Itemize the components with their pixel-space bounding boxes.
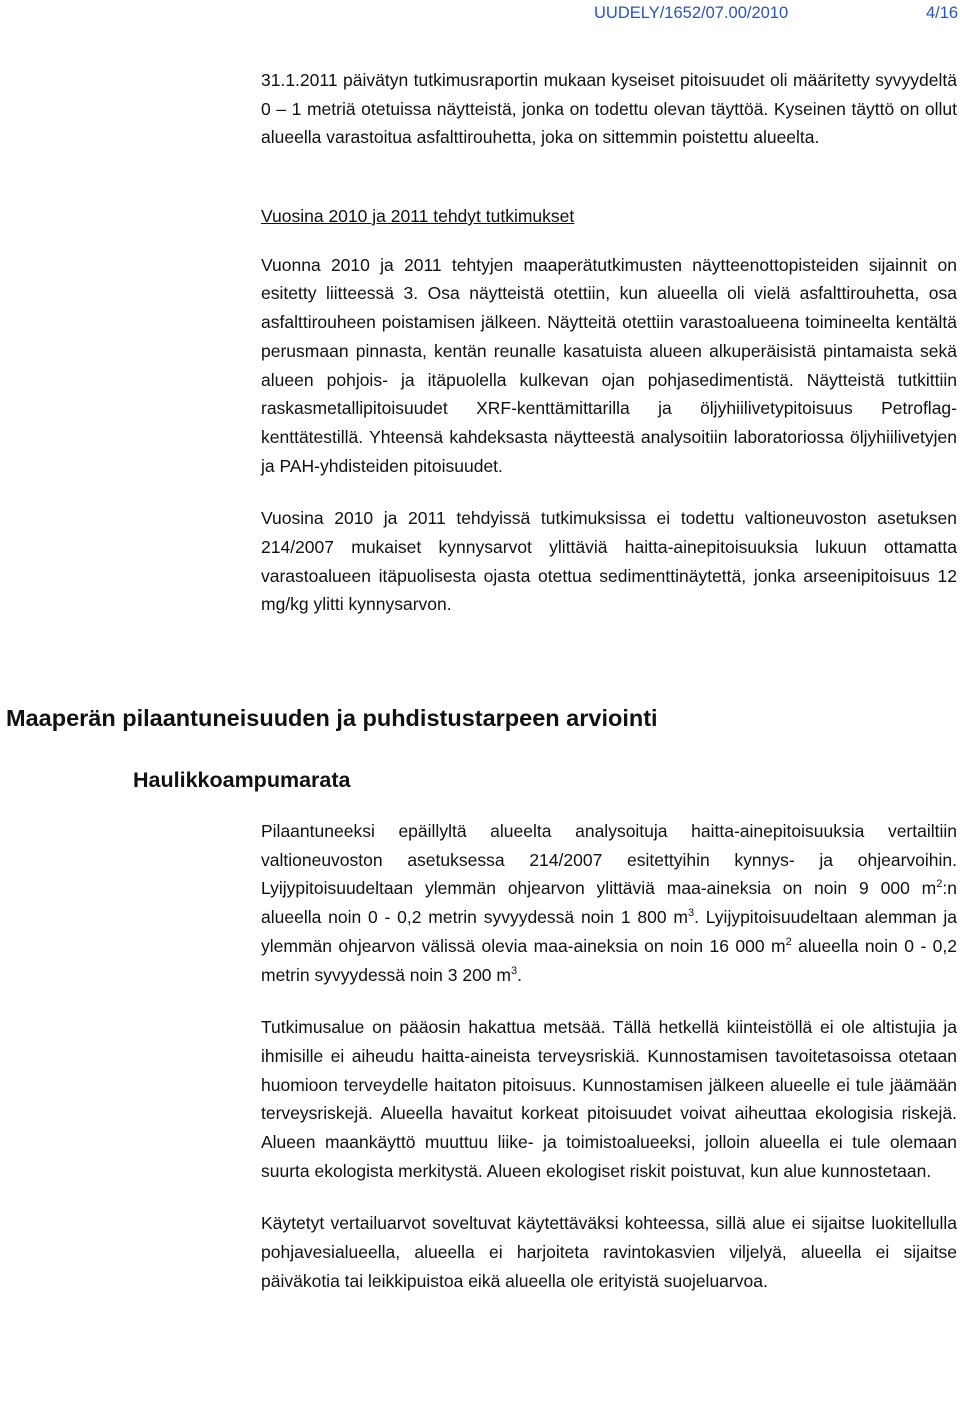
- section-paragraph-1: Vuonna 2010 ja 2011 tehtyjen maaperätutkimusten näytteenottopisteiden sijainnit on esitetty liitteessä 3. Osa näytteistä otettiin, kun alueella oli vielä asfalttirouhetta, osa asfalttirouheen poistamisen jälkeen. Näytteitä otettiin varastoalueena toimineelta kentältä perusmaan pinnasta, kentän reunalle kasatuista alueen alkuperäisistä pintamaista sekä alueen pohjois- ja itäpuolella kulkevan ojan pohjasedimentistä. Näytteistä tutkittiin raskasmetallipitoisuudet XRF-kenttämittarilla ja öljyhiilivetypitoisuus Petroflag-kenttätestillä. Yhteensä kahdeksasta näytteestä analysoitiin laboratoriossa öljyhiilivetyjen ja PAH-yhdisteiden pitoisuudet.: [261, 254, 957, 476]
- haulikko-p1-text-c: . Lyijypitoisuudeltaan alemman ja ylemmän ohjearvon välissä olevia maa-aineksia on noin 16 000 m: [261, 907, 957, 956]
- haulikko-p1-text-d: alueella noin 0 - 0,2 metrin syvyydessä noin 3 200 m: [261, 935, 957, 985]
- superscript: 3: [510, 964, 518, 977]
- section-paragraph-2: Vuosina 2010 ja 2011 tehdyissä tutkimuksissa ei todettu valtioneuvoston asetuksen 214/2007 mukaiset kynnysarvot ylittäviä haitta-ainepitoisuuksia lukuun ottamatta varastoalueen itäpuolisesta ojasta otettua sedimenttinäytettä, jonka arseenipitoisuus 12 mg/kg ylitti kynnysarvon.: [261, 508, 957, 615]
- haulikko-p1-text-b: :n alueella noin 0 - 0,2 metrin syvyydessä noin 1 800 m: [261, 878, 957, 928]
- main-heading: Maaperän pilaantuneisuuden ja puhdistustarpeen arviointi: [6, 705, 658, 731]
- haulikko-paragraph-2: Tutkimusalue on pääosin hakattua metsää. Tällä hetkellä kiinteistöllä ei ole altistujia ja ihmisille ei aiheudu haitta-aineista terveysriskiä. Kunnostamisen tavoitetasoissa otetaan huomioon terveydelle haitaton pitoisuus. Kunnostamisen jälkeen alueelle ei tule jäämään terveysriskejä. Alueella havaitut korkeat pitoisuudet voivat aiheuttaa ekologisia riskejä. Alueen maankäyttö muuttuu liike- ja toimistoalueeksi, jolloin alueella ei tule olemaan suurta ekologista merkitystä. Alueen ekologiset riskit poistuvat, kun alue kunnostetaan.: [261, 1017, 957, 1181]
- haulikko-p1-text-a: Pilaantuneeksi epäillyltä alueelta analysoituja haitta-ainepitoisuuksia vertailtiin valtioneuvoston asetuksessa 214/2007 esitettyihin kynnys- ja ohjearvoihin. Lyijypitoisuudeltaan ylemmän ohjearvon ylittäviä maa-aineksia on noin 9 000 m: [261, 821, 957, 899]
- superscript: 2: [785, 935, 792, 948]
- intro-block: [261, 66, 957, 152]
- section-2010-2011: [261, 202, 957, 619]
- section-heading-2010-2011: Vuosina 2010 ja 2011 tehdyt tutkimukset: [261, 206, 575, 226]
- superscript: 3: [687, 907, 695, 920]
- page-number: 4/16: [926, 4, 959, 22]
- haulikko-p1-text-e: .: [517, 964, 522, 985]
- document-id: UUDELY/1652/07.00/2010: [594, 4, 789, 22]
- superscript: 2: [936, 878, 943, 891]
- page-header: [0, 4, 960, 26]
- intro-paragraph: 31.1.2011 päivätyn tutkimusraportin mukaan kyseiset pitoisuudet oli määritetty syvyydeltä 0 – 1 metriä otetuissa näytteistä, jonka on todettu olevan täyttöä. Kyseinen täyttö on ollut alueella varastoitua asfalttirouhetta, joka on sittemmin poistettu alueelta.: [261, 70, 957, 148]
- haulikko-paragraph-1: [261, 817, 957, 989]
- haulikko-paragraph-3: Käytetyt vertailuarvot soveltuvat käytettäväksi kohteessa, sillä alue ei sijaitse luokitellulla pohjavesialueella, alueella ei harjoiteta ravintokasvien viljelyä, alueella ei sijaitse päiväkotia tai leikkipuistoa eikä alueella ole erityistä suojeluarvoa.: [261, 1213, 957, 1291]
- sub-heading-haulikkoampumarata: Haulikkoampumarata: [133, 768, 351, 792]
- haulikko-section: [261, 817, 957, 1296]
